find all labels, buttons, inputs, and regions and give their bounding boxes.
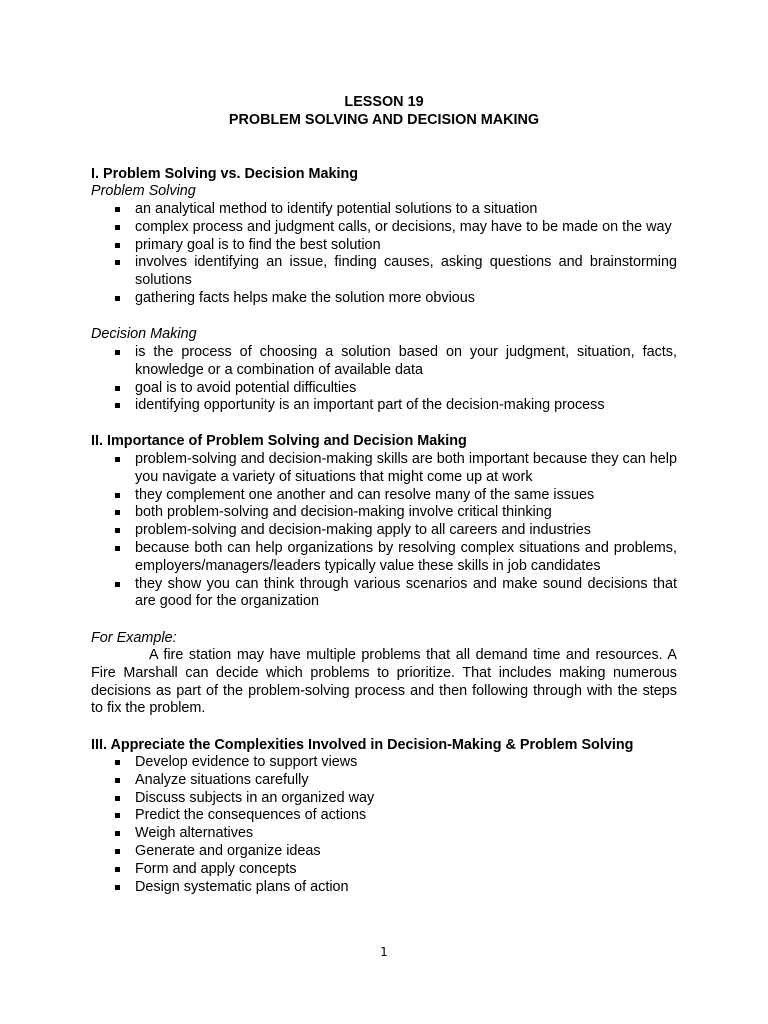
- for-example-label: For Example:: [91, 630, 177, 646]
- list-item: they show you can think through various scenarios and make sound decisions that are good for the organization: [91, 576, 677, 612]
- problem-solving-list: [91, 201, 677, 308]
- bullet-icon: [115, 207, 120, 212]
- bullet-icon: [115, 493, 120, 498]
- lesson-title: PROBLEM SOLVING AND DECISION MAKING: [228, 112, 540, 128]
- bullet-icon: [115, 510, 120, 515]
- list-item: Predict the consequences of actions: [91, 807, 677, 825]
- list-item: Form and apply concepts: [91, 861, 677, 879]
- bullet-icon: [115, 582, 120, 587]
- list-item: both problem-solving and decision-making involve critical thinking: [91, 504, 677, 522]
- list-item: Weigh alternatives: [91, 825, 677, 843]
- example-paragraph: A fire station may have multiple problems that all demand time and resources. A Fire Marshall can decide which problems to prioritize. That includes making numerous decisions as part of the problem-solving process and then following through with the steps to fix the problem.: [91, 647, 677, 717]
- list-item: Design systematic plans of action: [91, 879, 677, 897]
- bullet-icon: [115, 867, 120, 872]
- complexities-list: [91, 754, 677, 896]
- list-item: problem-solving and decision-making apply to all careers and industries: [91, 522, 677, 540]
- list-item: Discuss subjects in an organized way: [91, 790, 677, 808]
- list-item: goal is to avoid potential difficulties: [91, 380, 677, 398]
- bullet-icon: [115, 350, 120, 355]
- bullet-icon: [115, 225, 120, 230]
- bullet-icon: [115, 457, 120, 462]
- list-item: primary goal is to find the best solution: [91, 237, 677, 255]
- problem-solving-label: Problem Solving: [91, 183, 196, 199]
- list-item: Generate and organize ideas: [91, 843, 677, 861]
- bullet-icon: [115, 796, 120, 801]
- list-item: identifying opportunity is an important part of the decision-making process: [91, 397, 677, 415]
- bullet-icon: [115, 760, 120, 765]
- decision-making-label: Decision Making: [91, 326, 197, 342]
- list-item: Develop evidence to support views: [91, 754, 677, 772]
- list-item: involves identifying an issue, finding causes, asking questions and brainstorming solutions: [91, 254, 677, 290]
- importance-list: [91, 451, 677, 611]
- bullet-icon: [115, 849, 120, 854]
- bullet-icon: [115, 831, 120, 836]
- list-item: complex process and judgment calls, or decisions, may have to be made on the way: [91, 219, 677, 237]
- bullet-icon: [115, 386, 120, 391]
- bullet-icon: [115, 243, 120, 248]
- section-3-heading: III. Appreciate the Complexities Involved in Decision-Making & Problem Solving: [91, 737, 634, 753]
- list-item: gathering facts helps make the solution more obvious: [91, 290, 677, 308]
- bullet-icon: [115, 403, 120, 408]
- list-item: an analytical method to identify potential solutions to a situation: [91, 201, 677, 219]
- list-item: they complement one another and can resolve many of the same issues: [91, 487, 677, 505]
- section-1-heading: I. Problem Solving vs. Decision Making: [91, 166, 359, 182]
- list-item: is the process of choosing a solution based on your judgment, situation, facts, knowledge or a combination of available data: [91, 344, 677, 380]
- bullet-icon: [115, 546, 120, 551]
- list-item: problem-solving and decision-making skills are both important because they can help you navigate a variety of situations that might come up at work: [91, 451, 677, 487]
- page-number: 1: [380, 945, 388, 959]
- list-item: Analyze situations carefully: [91, 772, 677, 790]
- lesson-number: LESSON 19: [344, 94, 424, 110]
- bullet-icon: [115, 885, 120, 890]
- bullet-icon: [115, 260, 120, 265]
- bullet-icon: [115, 778, 120, 783]
- bullet-icon: [115, 296, 120, 301]
- section-2-heading: II. Importance of Problem Solving and Decision Making: [91, 433, 467, 449]
- decision-making-list: [91, 344, 677, 415]
- bullet-icon: [115, 813, 120, 818]
- bullet-icon: [115, 528, 120, 533]
- list-item: because both can help organizations by resolving complex situations and problems, employers/managers/leaders typically value these skills in job candidates: [91, 540, 677, 576]
